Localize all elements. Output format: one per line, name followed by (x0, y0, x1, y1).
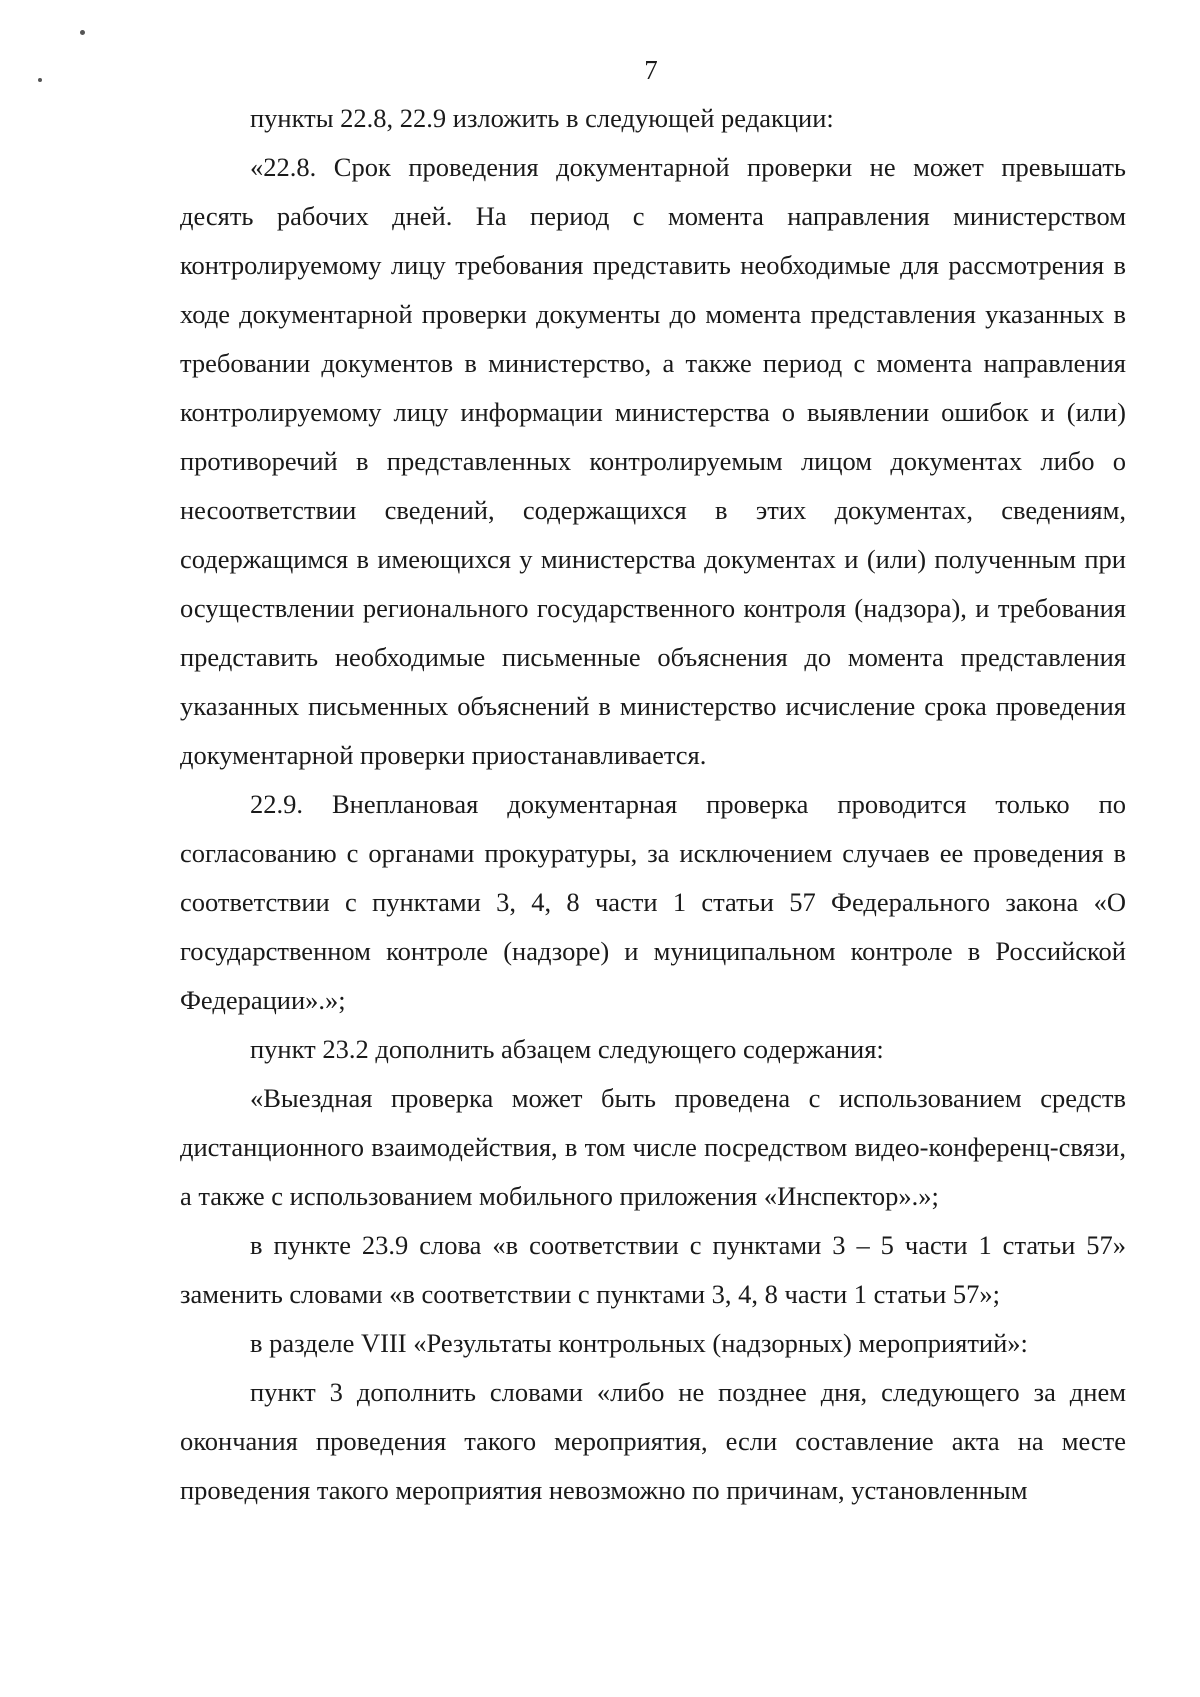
scan-speck (38, 78, 42, 82)
paragraph: пункт 3 дополнить словами «либо не позднее дня, следующего за днем окончания проведения такого мероприятия, если составление акта на месте проведения такого мероприятия невозможно по причинам, установленным (180, 1377, 1126, 1505)
document-body (180, 94, 1126, 1515)
page-number: 7 (644, 55, 658, 85)
paragraph: 22.9. Внеплановая документарная проверка проводится только по согласованию с органами прокуратуры, за исключением случаев ее проведения в соответствии с пунктами 3, 4, 8 части 1 статьи 57 Федерального закона «О государственном контроле (надзоре) и муниципальном контроле в Российской Федерации».»; (180, 789, 1126, 1015)
paragraph: в пункте 23.9 слова «в соответствии с пунктами 3 – 5 части 1 статьи 57» заменить словами «в соответствии с пунктами 3, 4, 8 части 1 статьи 57»; (180, 1230, 1126, 1309)
paragraph: в разделе VIII «Результаты контрольных (надзорных) мероприятий»: (250, 1328, 1028, 1358)
paragraph: пункты 22.8, 22.9 изложить в следующей редакции: (250, 103, 834, 133)
scan-speck (80, 30, 85, 35)
paragraph: «Выездная проверка может быть проведена с использованием средств дистанционного взаимодействия, в том числе посредством видео-конференц-связи, а также с использованием мобильного приложения «Инспектор».»; (180, 1083, 1126, 1211)
paragraph: пункт 23.2 дополнить абзацем следующего содержания: (250, 1034, 884, 1064)
paragraph: «22.8. Срок проведения документарной проверки не может превышать десять рабочих дней. На период с момента направления министерством контролируемому лицу требования представить необходимые для рассмотрения в ходе документарной проверки документы до момента представления указанных в требовании документов в министерство, а также период с момента направления контролируемому лицу информации министерства о выявлении ошибок и (или) противоречий в представленных контролируемым лицом документах либо о несоответствии сведений, содержащихся в этих документах, сведениям, содержащимся в имеющихся у министерства документах и (или) полученным при осуществлении регионального государственного контроля (надзора), и требования представить необходимые письменные объяснения до момента представления указанных письменных объяснений в министерство исчисление срока проведения документарной проверки приостанавливается. (180, 152, 1126, 770)
